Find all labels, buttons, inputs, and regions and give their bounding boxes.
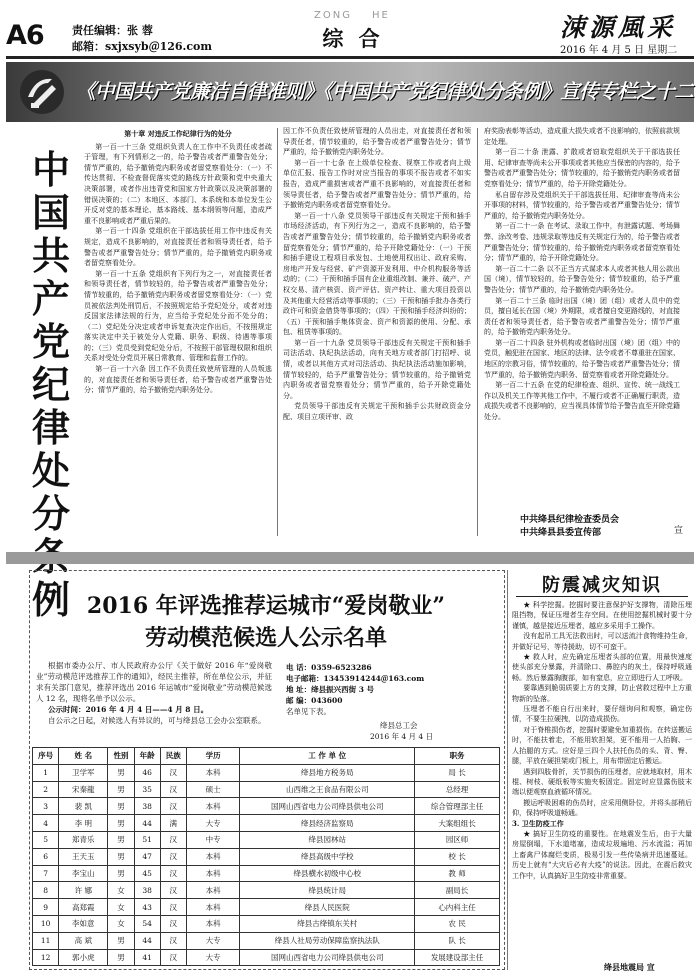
table-cell: 郑青乐 [59, 831, 108, 848]
table-cell: 绛县经济监察局 [240, 815, 415, 832]
table-row [33, 865, 500, 882]
table-cell: 汉 [160, 932, 186, 949]
table-cell: 高 斌 [59, 932, 108, 949]
table-cell: 汉 [160, 798, 186, 815]
table-cell: 47 [134, 848, 160, 865]
table-cell: 男 [108, 764, 134, 781]
table-cell: 园区师 [415, 831, 500, 848]
table-cell: 8 [33, 882, 59, 899]
signature-line: 中共绛县纪律检查委员会 [520, 515, 620, 525]
column-divider [277, 128, 278, 536]
table-cell: 38 [134, 882, 160, 899]
signature-line: 中共绛县县委宣传部 [520, 528, 602, 538]
masthead-divider [6, 56, 694, 59]
article-title: 防震减灾知识 [542, 575, 662, 596]
table-cell: 心内科主任 [415, 899, 500, 916]
table-row [33, 764, 500, 781]
table-cell: 发展建设部主任 [415, 949, 500, 966]
table-cell: 大专 [186, 932, 239, 949]
table-cell: 男 [108, 798, 134, 815]
table-cell: 国网山西省电力公司绛县供电公司 [240, 949, 415, 966]
table-cell: 44 [134, 932, 160, 949]
table-cell: 46 [134, 764, 160, 781]
notice-issue-date: 2016 年 4 月 4 日 [370, 732, 434, 741]
table-row [33, 798, 500, 815]
page-code: A6 [6, 20, 44, 51]
table-cell: 汉 [160, 848, 186, 865]
article-paragraph: 私自留存涉及党组织关于干部选拔任用、纪律审查等尚未公开事项的材料，情节较重的，给予警告或者严重警告处分；情节严重的，给予撤销党内职务处分。 [484, 190, 680, 220]
table-cell: 1 [33, 764, 59, 781]
table-cell: 郭小虎 [59, 949, 108, 966]
table-cell: 男 [108, 932, 134, 949]
table-cell: 汉 [160, 781, 186, 798]
table-cell: 绛县高级中学校 [240, 848, 415, 865]
notice-paragraph: 根据市委办公厅、市人民政府办公厅《关于做好 2016 年“爱岗敬业”劳动模范评选推荐工作的通知》，经民主推荐，所在单位公示，并征求有关部门意见，推荐评选出 2016 年运城市“爱岗敬业”劳动模范候选人 12 名，现将名单予以公示。 [36, 661, 272, 703]
table-header: 学历 [186, 748, 239, 765]
table-cell: 大专 [186, 949, 239, 966]
article-paragraph: 第一百一十七条 在上级单位检查、视察工作或者向上级单位汇报、报告工作时对应当报告的事项不报告或者不如实报告，造成严重损害或者严重不良影响的，对直接责任者和领导责任者，给予警告或者严重警告处分；情节严重的，给予撤销党内职务或者留党察看处分。 [283, 158, 471, 210]
table-cell: 国网山西省电力公司绛县供电公司 [240, 798, 415, 815]
regulation-column-2 [283, 126, 471, 546]
table-cell: 54 [134, 915, 160, 932]
table-cell: 本科 [186, 915, 239, 932]
sidebar-title: 中国共产党纪律处分 例 [31, 147, 70, 622]
editor-line: 责任编辑：张 蓉 [72, 24, 153, 37]
table-cell: 队 长 [415, 932, 500, 949]
article-divider [507, 570, 508, 970]
notice-paragraph: 公示时间：2016 年 4 月 4 日——4 月 8 日。 [48, 705, 209, 714]
article-paragraph: 第一百二十二条 以不正当方式谋求本人或者其他人用公款出国（境），情节较轻的，给予警告处分；情节较重的，给予严重警告处分；情节严重的，给予撤销党内职务处分。 [484, 264, 680, 294]
table-cell: 绛县地方税务局 [240, 764, 415, 781]
table-row [33, 949, 500, 966]
article-paragraph: 压埋者不能自行出来时，要仔细询问和观察，确定伤情，不要生拉硬拽，以防造成损伤。 [512, 705, 692, 724]
notice-paragraph: 自公示之日起，对候选人有异议的，可与绛县总工会办公室联系。 [48, 716, 266, 725]
table-cell: 许 娜 [59, 882, 108, 899]
article-source: 绛县地震局 宣 [604, 962, 655, 972]
article-paragraph: 对于脊椎损伤者，挖掘时要避免加重损伤。在转送搬运时，不能扶着走，不能用软担架，更不能用一人抬胸、一人抬腿的方式。应好是三四个人扶托伤员的头、背、臀、腿，平放在硬担架或门板上，用布带固定后搬运。 [512, 725, 692, 766]
article-paragraph: 第一百二十五条 在党的纪律检查、组织、宣传、统一战线工作以及机关工作等其他工作中，不履行或者不正确履行职责，造成损失或者不良影响的，应当视具体情节给予警告直至开除党籍处分。 [484, 381, 680, 422]
table-cell: 农 民 [415, 915, 500, 932]
table-cell: 局 长 [415, 764, 500, 781]
table-cell: 11 [33, 932, 59, 949]
article-paragraph: 第一百一十八条 党员领导干部违反有关规定干预和插手市场经济活动，有下列行为之一，造成不良影响的，给予警告或者严重警告处分；情节较重的，给予撤销党内职务或者留党察看处分；情节严重的，给予开除党籍处分：（一）干预和插手建设工程项目承发包、土地使用权出让、政府采购、房地产开发与经营、矿产资源开发利用、中介机构服务等活动的；（二）干预和插手国有企业重组改制、兼并、破产、产权交易、清产核资、资产评估、资产转让、重大项目投资以及其他重大经营活动等事项的；（三）干预和插手批办各类行政许可和资金借贷等事项的；（四）干预和插手经济纠纷的；（五）干预和插手集体资金、资产和资源的使用、分配、承包、租赁等事项的。 [283, 211, 471, 337]
table-cell: 6 [33, 848, 59, 865]
table-cell: 绛县统计局 [240, 882, 415, 899]
article-paragraph: 第一百一十三条 党组织负责人在工作中不负责任或者疏于管理，有下列情形之一的，给予警告或者严重警告处分；情节严重的，给予撤销党内职务或者留党察看处分：（一）不传达贯彻、不检查督促落实党的路线方针政策和党中央重大决策部署，或者作出违背党和国家方针政策以及决策部署的错误决策的；（二）本地区、本部门、本系统和本单位发生公开反对党的基本理论、基本路线、基本纲领等问题，造成严重不良影响或者严重后果的。 [84, 142, 272, 225]
table-header: 性别 [108, 748, 134, 765]
table-cell: 综合管理部主任 [415, 798, 500, 815]
section-title: 综 合 [322, 26, 384, 51]
article-paragraph: 第一百一十五条 党组织有下列行为之一，对直接责任者和领导责任者，情节较轻的，给予警告或者严重警告处分；情节较重的，给予撤销党内职务或者留党察看处分：（一）党员被依法判处刑罚后，不按照规定给予党纪处分，或者对违反国家法律法规的行为，应当给予党纪处分而不处分的；（二）党纪处分决定或者申诉复查决定作出后，不按照规定落实决定中关于被处分人党籍、职务、职级、待遇等事项的；（三）党员受到党纪处分后，不按照干部管理权限和组织关系对受处分党员开展日常教育、管理和监督工作的。 [84, 269, 272, 363]
table-cell: 教 师 [415, 865, 500, 882]
table-cell: 校 长 [415, 848, 500, 865]
table-cell: 裴 凯 [59, 798, 108, 815]
table-cell: 本科 [186, 798, 239, 815]
table-cell: 王天玉 [59, 848, 108, 865]
table-cell: 44 [134, 815, 160, 832]
contact-line: 名单见下表。 [286, 707, 331, 716]
table-cell: 李 明 [59, 815, 108, 832]
continued-mark: 宣 [674, 526, 684, 536]
column-divider [477, 128, 478, 536]
table-cell: 汉 [160, 899, 186, 916]
article-paragraph: 搬运呼吸困难的伤员时，应采用侧卧位，并将头部稍后仰，保持呼吸道畅通。 [512, 798, 692, 818]
table-cell: 38 [134, 798, 160, 815]
article-paragraph: 第一百二十条 泄露、扩散或者窃取党组织关于干部选拔任用、纪律审查等尚未公开事项或者其他应当保密的内容的，给予警告或者严重警告处分；情节较重的，给予撤销党内职务或者留党察看处分；情节严重的，给予开除党籍处分。 [484, 148, 680, 188]
contact-line: 邮 编：043600 [286, 696, 343, 705]
table-cell: 女 [108, 899, 134, 916]
party-emblem-icon [14, 67, 70, 117]
table-row [33, 815, 500, 832]
article-title-underline [516, 596, 688, 597]
notice-title-line: 2016 年评选推荐运城市“爱岗敬业” [86, 593, 446, 619]
article-paragraph: 没有起吊工具无法救出时，可以送流汁食物维持生命，并做好记号，等待援助，切不可蛮干。 [512, 632, 692, 651]
table-cell: 男 [108, 815, 134, 832]
article-paragraph: 3. 卫生防疫工作 [512, 818, 564, 828]
table-cell: 4 [33, 815, 59, 832]
article-paragraph: 第一百一十六条 因工作不负责任致使所管理的人员叛逃的，对直接责任者和领导责任者，给予警告或者严重警告处分；情节严重的，给予撤销党内职务处分。 [84, 365, 272, 395]
article-paragraph: 第一百二十一条 在考试、录取工作中，有泄露试题、考场舞弊、涂改考卷、违规录取等违反有关规定行为的，给予警告或者严重警告处分；情节较重的，给予撤销党内职务或者留党察看处分；情节严重的，给予开除党籍处分。 [484, 222, 680, 263]
contact-line: 电子邮箱：13453914244＠163.com [286, 674, 425, 683]
article-paragraph: 党员领导干部违反有关规定干预和插手公共财政资金分配、项目立项评审、政 [283, 402, 471, 422]
paper-name: 涑源風采 [560, 13, 677, 42]
table-cell: 本科 [186, 764, 239, 781]
table-row [33, 831, 500, 848]
article-paragraph: 第一百二十三条 临时出国（境）团（组）或者人员中的党员，擅自延长在国（境）外期限，或者擅自变更路线的，对直接责任者和领导责任者，给予警告或者严重警告处分；情节严重的，给予撤销党内职务处分。 [484, 296, 680, 337]
table-cell: 5 [33, 831, 59, 848]
table-cell: 女 [108, 915, 134, 932]
table-cell: 满 [160, 815, 186, 832]
table-cell: 绛县古绛镇东关村 [240, 915, 415, 932]
contact-line: 电 话：0359-6523286 [286, 663, 372, 672]
contact-line: 地 址：绛县振兴西街 3 号 [286, 685, 375, 694]
table-row [33, 848, 500, 865]
table-header: 工 作 单 位 [240, 748, 415, 765]
notice-issuer: 绛县总工会 [380, 721, 418, 730]
table-row [33, 781, 500, 798]
table-cell: 李宝山 [59, 865, 108, 882]
table-cell: 汉 [160, 882, 186, 899]
table-cell: 男 [108, 949, 134, 966]
table-cell: 绛县园林站 [240, 831, 415, 848]
regulation-column-3 [484, 126, 680, 508]
table-cell: 3 [33, 798, 59, 815]
table-cell: 宋秦龍 [59, 781, 108, 798]
table-row [33, 915, 500, 932]
table-cell: 35 [134, 781, 160, 798]
notice-title-line: 劳动模范候选人公示名单 [144, 625, 387, 651]
table-cell: 本科 [186, 865, 239, 882]
table-row [33, 932, 500, 949]
issue-date: 2016 年 4 月 5 日 星期二 [560, 45, 678, 56]
table-cell: 本科 [186, 848, 239, 865]
article-paragraph: 遇到四肢骨折，关节损伤的压埋者，应就地取材，用木棍、树枝、硬纸板等实施夹板固定。固定时应显露伤肢末端以便观察血液循环情况。 [512, 767, 692, 797]
notice-title [34, 590, 498, 654]
banner [6, 62, 694, 122]
table-cell: 汉 [160, 949, 186, 966]
section-pinyin-left: ZONG [314, 10, 352, 21]
candidate-table [32, 747, 500, 966]
table-header: 姓 名 [59, 748, 108, 765]
article-paragraph: 因工作不负责任致使所管理的人员出走，对直接责任者和领导责任者，情节较重的，给予警告或者严重警告处分；情节严重的，给予撤销党内职务处分。 [283, 127, 471, 157]
table-cell: 男 [108, 848, 134, 865]
notice-contact [286, 662, 424, 717]
article-paragraph: 要靠遇到脆弱质要上方的支撑，防止营救过程中上方重物新的坠落。 [512, 684, 692, 703]
table-cell: 副局长 [415, 882, 500, 899]
table-cell: 45 [134, 865, 160, 882]
chapter-heading: 第十章 对违反工作纪律行为的处分 [124, 129, 232, 138]
table-cell: 绛县横水初级中心校 [240, 865, 415, 882]
banner-title: 《中国共产党廉洁自律准则》《中国共产党纪律处分条例》宣传专栏之十二 [76, 80, 694, 103]
table-cell: 卫学军 [59, 764, 108, 781]
table-cell: 43 [134, 899, 160, 916]
table-cell: 男 [108, 831, 134, 848]
table-row [33, 882, 500, 899]
table-row [33, 899, 500, 916]
table-cell: 大专 [186, 815, 239, 832]
table-cell: 本科 [186, 899, 239, 916]
table-cell: 李如意 [59, 915, 108, 932]
table-cell: 12 [33, 949, 59, 966]
table-cell: 山西维之王食品有限公司 [240, 781, 415, 798]
article-paragraph: 第一百一十四条 党组织在干部选拔任用工作中违反有关规定，造成不良影响的，对直接责任者和领导责任者，给予警告或者严重警告处分；情节严重的，给予撤销党内职务或者留党察看处分。 [84, 227, 272, 268]
table-cell: 7 [33, 865, 59, 882]
table-cell: 汉 [160, 865, 186, 882]
table-cell: 硕士 [186, 781, 239, 798]
table-cell: 男 [108, 781, 134, 798]
regulation-column-1 [84, 126, 272, 546]
table-header: 序号 [33, 748, 59, 765]
article-paragraph: 第一百一十九条 党员领导干部违反有关规定干预和插手司法活动、执纪执法活动，向有关地方或者部门打招呼、说情，或者以其他方式对司法活动、执纪执法活动施加影响，情节较轻的，给予严重警告处分；情节较重的，给予撤销党内职务或者留党察看处分；情节严重的，给予开除党籍处分。 [283, 338, 471, 400]
table-cell: 本科 [186, 882, 239, 899]
article-paragraph: ★ 搞好卫生防疫的重要性。在地震发生后，由于大量房屋倒塌，下水道堵塞，造成垃圾遍地、污水流溢；再加上畜禽尸体腐烂变质，极易引发一些传染病并迅速蔓延。历史上就有“大灾后必有大疫”的说法。因此，在震后救灾工作中，认真搞好卫生防疫非常重要。 [512, 829, 692, 880]
article-paragraph: 府奖励表彰等活动，造成重大损失或者不良影响的，依照前款规定处理。 [484, 127, 680, 146]
table-cell: 9 [33, 899, 59, 916]
article-paragraph: 第一百二十四条 驻外机构或者临时出国（境）团（组）中的党员，触犯驻在国家、地区的法律、法令或者不尊重驻在国家、地区的宗教习俗，情节较重的，给予警告或者严重警告处分；情节严重的，给予撤销党内职务、留党察看或者开除党籍处分。 [484, 338, 680, 379]
table-header-row [33, 748, 500, 765]
signature-block [520, 514, 619, 540]
table-cell: 绛县人社局劳动保障监察执法队 [240, 932, 415, 949]
table-cell: 高郑霞 [59, 899, 108, 916]
table-cell: 41 [134, 949, 160, 966]
article-paragraph: ★ 科学挖掘。挖掘时要注意保护好支撑物，清除压埋阻挡物，保证压埋者生存空间。在使用挖掘机械时要十分谨慎，越是接近压埋者，越应多采用手工操作。 [512, 601, 692, 630]
table-header: 职务 [415, 748, 500, 765]
section-pinyin-right: HE [372, 10, 390, 21]
table-cell: 总经理 [415, 781, 500, 798]
notice-body [36, 660, 272, 726]
section-divider [6, 552, 694, 564]
table-cell: 51 [134, 831, 160, 848]
table-header: 年龄 [134, 748, 160, 765]
table-cell: 绛县人民医院 [240, 899, 415, 916]
table-cell: 中专 [186, 831, 239, 848]
table-cell: 汉 [160, 831, 186, 848]
article-body [512, 600, 692, 962]
table-cell: 2 [33, 781, 59, 798]
table-cell: 女 [108, 882, 134, 899]
table-cell: 汉 [160, 764, 186, 781]
table-cell: 男 [108, 865, 134, 882]
article-paragraph: ★ 救人时，应先确定压埋者头部的位置，用最快速度使头部充分暴露，并清除口、鼻腔内的灰土，保持呼吸通畅。然后暴露胸腹部，如有窒息，应立即进行人工呼吸。 [512, 653, 692, 682]
table-header: 民族 [160, 748, 186, 765]
table-cell: 10 [33, 915, 59, 932]
table-cell: 汉 [160, 915, 186, 932]
table-cell: 大案组组长 [415, 815, 500, 832]
email-line: 邮箱：sxjxsyb＠126.com [72, 40, 213, 53]
